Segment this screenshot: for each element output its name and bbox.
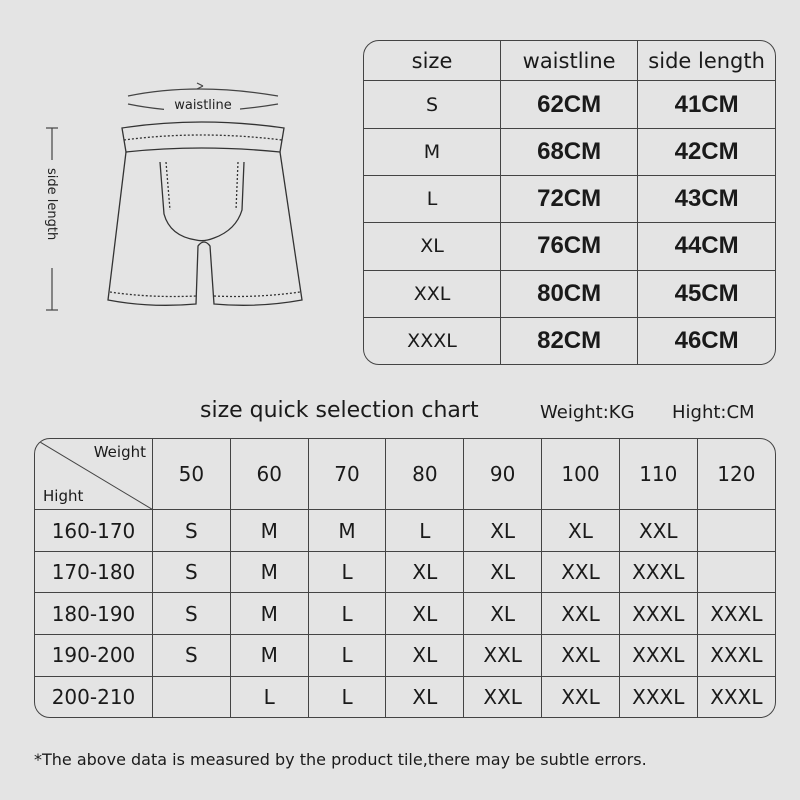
size-table-header xyxy=(364,41,775,81)
size-cell: M xyxy=(364,128,501,175)
recommended-size-cell: L xyxy=(386,510,464,552)
recommended-size-cell: XXXL xyxy=(697,635,775,677)
recommended-size-cell: XXXL xyxy=(619,593,697,635)
recommended-size-cell: S xyxy=(153,593,231,635)
side-length-cell: 42CM xyxy=(638,128,775,175)
recommended-size-cell: XL xyxy=(386,635,464,677)
recommended-size-cell: XL xyxy=(386,593,464,635)
recommended-size-cell: S xyxy=(153,551,231,593)
recommended-size-cell: XXL xyxy=(542,676,620,717)
side-length-cell: 45CM xyxy=(638,270,775,317)
size-row xyxy=(364,223,775,270)
side-length-cell: 46CM xyxy=(638,317,775,364)
recommended-size-cell: XXL xyxy=(464,635,542,677)
size-selection-table xyxy=(34,438,776,718)
recommended-size-cell xyxy=(697,510,775,552)
waistline-cell: 82CM xyxy=(501,317,638,364)
height-unit: Hight:CM xyxy=(672,402,755,423)
recommended-size-cell: XXXL xyxy=(697,593,775,635)
boxer-briefs-icon xyxy=(0,0,340,360)
side-length-cell: 43CM xyxy=(638,176,775,223)
recommended-size-cell: XXXL xyxy=(619,635,697,677)
recommended-size-cell: XXXL xyxy=(697,676,775,717)
disclaimer-note: *The above data is measured by the product tile,there may be subtle errors. xyxy=(34,750,647,769)
header-size: size xyxy=(364,41,501,81)
corner-cell xyxy=(35,439,153,510)
size-row xyxy=(364,176,775,223)
selection-row xyxy=(35,635,775,677)
recommended-size-cell: XXL xyxy=(542,551,620,593)
height-range-cell: 170-180 xyxy=(35,551,153,593)
selection-row xyxy=(35,676,775,717)
weight-header: 120 xyxy=(697,439,775,510)
size-row xyxy=(364,270,775,317)
size-cell: XL xyxy=(364,223,501,270)
corner-weight-label: Weight xyxy=(93,443,146,461)
recommended-size-cell: XL xyxy=(464,551,542,593)
recommended-size-cell: S xyxy=(153,635,231,677)
size-table xyxy=(363,40,776,365)
recommended-size-cell: L xyxy=(308,593,386,635)
recommended-size-cell: S xyxy=(153,510,231,552)
height-range-cell: 180-190 xyxy=(35,593,153,635)
size-cell: L xyxy=(364,176,501,223)
recommended-size-cell: M xyxy=(230,593,308,635)
recommended-size-cell: XL xyxy=(464,593,542,635)
recommended-size-cell: M xyxy=(230,510,308,552)
weight-header: 70 xyxy=(308,439,386,510)
size-cell: S xyxy=(364,81,501,128)
recommended-size-cell: XL xyxy=(464,510,542,552)
recommended-size-cell: XL xyxy=(386,551,464,593)
recommended-size-cell: L xyxy=(230,676,308,717)
waistline-cell: 76CM xyxy=(501,223,638,270)
corner-height-label: Hight xyxy=(43,487,84,506)
weight-header: 60 xyxy=(230,439,308,510)
recommended-size-cell: XXL xyxy=(464,676,542,717)
size-cell: XXXL xyxy=(364,317,501,364)
recommended-size-cell: M xyxy=(308,510,386,552)
side-length-cell: 44CM xyxy=(638,223,775,270)
height-range-cell: 160-170 xyxy=(35,510,153,552)
waistline-label: waistline xyxy=(174,98,232,113)
recommended-size-cell: XXXL xyxy=(619,551,697,593)
side-length-label: side length xyxy=(44,168,59,241)
size-row xyxy=(364,128,775,175)
header-waistline: waistline xyxy=(501,41,638,81)
size-cell: XXL xyxy=(364,270,501,317)
recommended-size-cell: XL xyxy=(386,676,464,717)
weight-header: 50 xyxy=(153,439,231,510)
side-length-cell: 41CM xyxy=(638,81,775,128)
recommended-size-cell: M xyxy=(230,635,308,677)
selection-chart-title: size quick selection chart xyxy=(200,398,479,423)
height-range-cell: 190-200 xyxy=(35,635,153,677)
recommended-size-cell xyxy=(697,551,775,593)
recommended-size-cell xyxy=(153,676,231,717)
recommended-size-cell: L xyxy=(308,676,386,717)
recommended-size-cell: XL xyxy=(542,510,620,552)
header-side-length: side length xyxy=(638,41,775,81)
selection-row xyxy=(35,593,775,635)
waistline-cell: 62CM xyxy=(501,81,638,128)
weight-header: 110 xyxy=(619,439,697,510)
recommended-size-cell: M xyxy=(230,551,308,593)
selection-header-row xyxy=(35,439,775,510)
height-range-cell: 200-210 xyxy=(35,676,153,717)
weight-header: 100 xyxy=(542,439,620,510)
recommended-size-cell: XXL xyxy=(542,593,620,635)
recommended-size-cell: XXL xyxy=(619,510,697,552)
weight-header: 90 xyxy=(464,439,542,510)
selection-row xyxy=(35,551,775,593)
waistline-cell: 72CM xyxy=(501,176,638,223)
recommended-size-cell: XXXL xyxy=(619,676,697,717)
weight-header: 80 xyxy=(386,439,464,510)
weight-unit: Weight:KG xyxy=(540,402,635,423)
recommended-size-cell: L xyxy=(308,635,386,677)
recommended-size-cell: XXL xyxy=(542,635,620,677)
size-row xyxy=(364,81,775,128)
waistline-cell: 68CM xyxy=(501,128,638,175)
recommended-size-cell: L xyxy=(308,551,386,593)
waistline-cell: 80CM xyxy=(501,270,638,317)
size-row xyxy=(364,317,775,364)
selection-row xyxy=(35,510,775,552)
